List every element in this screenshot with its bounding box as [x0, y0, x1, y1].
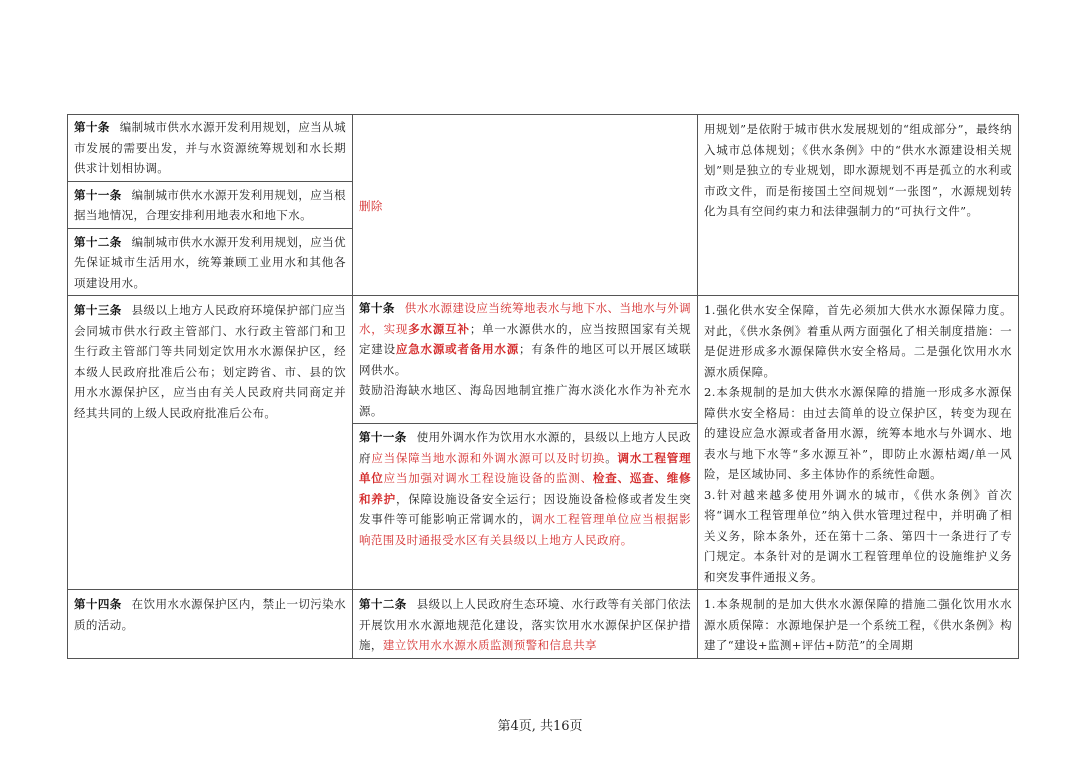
article-text: 编制城市供水水源开发利用规划，应当优先保证城市生活用水，统筹兼顾工业用水和其他各项建设用水。 [74, 234, 346, 290]
note-cell [698, 115, 1019, 296]
article-text: 。 [605, 450, 618, 465]
table-row [68, 296, 1019, 590]
new-article-10 [353, 298, 697, 424]
old-provision-cell [68, 590, 353, 659]
article-heading: 第十一条 [74, 187, 122, 202]
article-heading: 第十条 [359, 301, 395, 315]
article-text-emphasis: 多水源互补 [408, 321, 470, 336]
note-cell [698, 296, 1019, 590]
article-text: 编制城市供水水源开发利用规划，应当根据当地情况，合理安排利用地表水和地下水。 [74, 187, 346, 222]
old-provision-cell [68, 115, 353, 296]
article-heading: 第十一条 [359, 430, 407, 444]
article-text-highlight: 供水水源建设应当统筹地表水与地下水、当地水与外调水，实现 [359, 301, 691, 336]
article-text: 鼓励沿海缺水地区、海岛因地制宜推广海水淡化水作为补充水源。 [359, 383, 691, 418]
note-text: 用规划”是依附于城市供水发展规划的“组成部分”，最终纳入城市总体规划；《供水条例》中的“供水水源建设相关规划”则是独立的专业规划，即水源规划不再是孤立的水利或市政文件，而是衔接国土空间规划“一张图”，水源规划转化为具有空间约束力和法律强制力的“可执行文件”。 [704, 122, 1012, 218]
old-article-11 [68, 182, 352, 229]
article-text: 使用外调水作为饮用水水源的，县级以上地方人民政府 [359, 430, 691, 465]
article-text: 在饮用水水源保护区内，禁止一切污染水质的活动。 [74, 597, 346, 632]
article-text: 县级以上地方人民政府环境保护部门应当会同城市供水行政主管部门、水行政主管部门和卫生行政主管部门等共同划定饮用水水源保护区，经本级人民政府批准后公布；划定跨省、市、县的饮用水水源保护区，应当由有关人民政府共同商定并经其共同的上级人民政府批准后公布。 [74, 303, 346, 420]
article-heading: 第十三条 [74, 303, 122, 317]
article-text: ；有条件的地区可以开展区域联网供水。 [359, 342, 691, 377]
article-heading: 第十条 [74, 120, 110, 134]
new-provision-cell [353, 590, 698, 659]
article-heading: 第十四条 [74, 597, 122, 611]
article-text-emphasis: 检查、巡查、维修和养护 [359, 471, 691, 506]
comparison-table [67, 114, 1019, 659]
new-article-11 [353, 424, 697, 552]
table-row [68, 590, 1019, 659]
page-number: 第4页, 共16页 [497, 719, 583, 734]
note-text: 1.本条规制的是加大供水水源保障的措施二强化饮用水水源水质保障：水源地保护是一个系统工程，《供水条例》构建了“建设+监测+评估+防范”的全周期 [704, 597, 1012, 652]
note-paragraph-1: 1.强化供水安全保障，首先必须加大供水水源保障力度。对此，《供水条例》着重从两方面强化了相关制度措施：一是促进形成多水源保障供水安全格局。二是强化饮用水水源水质保障。 [704, 303, 1012, 379]
article-heading: 第十二条 [74, 234, 122, 249]
new-provision-cell [353, 115, 698, 296]
old-article-12 [68, 229, 352, 296]
note-cell [698, 590, 1019, 659]
article-text-highlight: 建立饮用水水源水质监测预警和信息共享 [382, 638, 598, 652]
article-text: 县级以上人民政府生态环境、水行政等有关部门依法开展饮用水水源地规范化建设，落实饮用水水源保护区保护措施， [359, 597, 691, 652]
deleted-marker: 删除 [359, 198, 383, 213]
article-text-highlight: 应当保障当地水源和外调水源可以及时切换 [371, 450, 606, 465]
article-text: ，保障设施设备安全运行；因设施设备检修或者发生突发事件等可能影响正常调水的， [359, 491, 691, 526]
old-article-10 [68, 117, 352, 182]
article-text: 编制城市供水水源开发利用规划，应当从城市发展的需要出发，并与水资源统筹规划和水长期供求计划相协调。 [74, 120, 346, 175]
new-provision-cell [353, 296, 698, 590]
article-heading: 第十二条 [359, 597, 407, 611]
old-provision-cell [68, 296, 353, 590]
article-text-highlight: 应当加强对调水工程设施设备的监测、 [383, 471, 593, 485]
article-text-emphasis: 调水工程管理单位 [359, 450, 691, 485]
article-text: ；单一水源供水的，应当按照国家有关规定建设 [359, 321, 691, 356]
note-paragraph-3: 3.针对越来越多使用外调水的城市，《供水条例》首次将“调水工程管理单位”纳入供水管理过程中，并明确了相关义务，除本条外，还在第十二条、第四十一条进行了专门规定。本条针对的是调水工程管理单位的设施维护义务和突发事件通报义务。 [704, 487, 1012, 584]
article-text-emphasis: 应急水源或者备用水源 [395, 342, 520, 356]
table-row [68, 115, 1019, 296]
article-text-highlight: 调水工程管理单位应当根据影响范围及时通报受水区有关县级以上地方人民政府。 [359, 512, 691, 547]
note-paragraph-2: 2.本条规制的是加大供水水源保障的措施一形成多水源保障供水安全格局：由过去简单的设立保护区，转变为现在的建设应急水源或者备用水源，统筹本地水与外调水、地表水与地下水等“多水源互补”，即防止水源枯竭/单一风险，是区域协同、多主体协作的系统性命题。 [704, 385, 1012, 481]
